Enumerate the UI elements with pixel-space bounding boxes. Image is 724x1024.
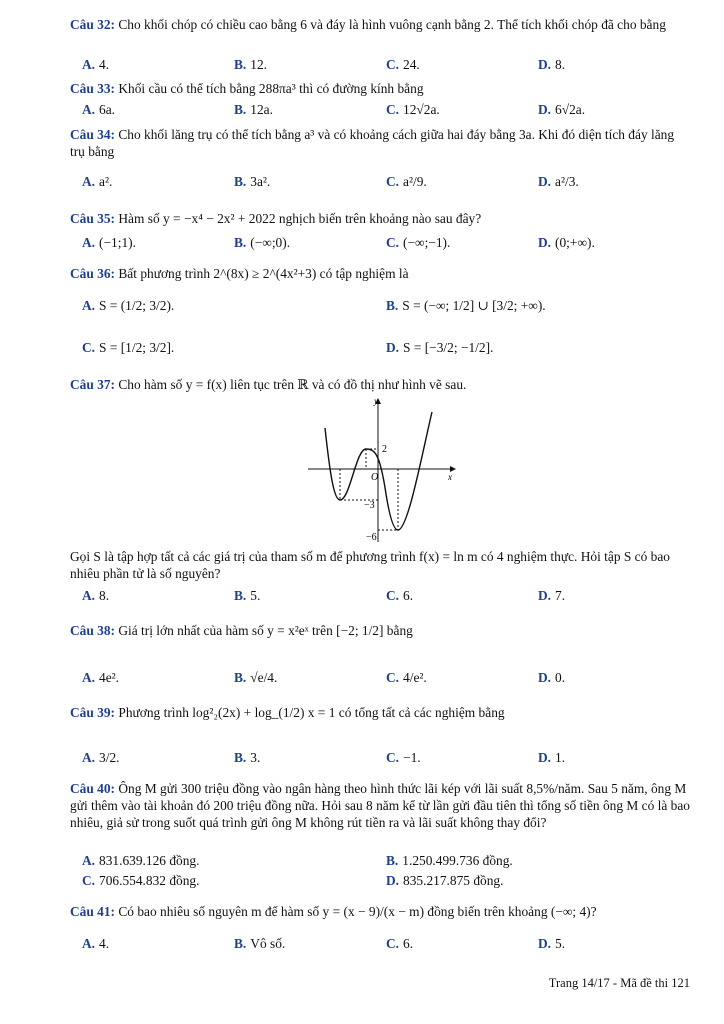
- option-a[interactable]: A. a².: [82, 174, 113, 189]
- question-text: Cho khối chóp có chiều cao bằng 6 và đáy là hình vuông cạnh bằng 2. Thể tích khối chóp đã cho bằng: [118, 17, 666, 32]
- option-b[interactable]: B. 3.: [234, 750, 261, 765]
- option-c[interactable]: C. −1.: [386, 750, 421, 765]
- option-a[interactable]: A. 831.639.126 đồng.: [82, 853, 200, 868]
- option-c[interactable]: C. 706.554.832 đồng.: [82, 873, 200, 888]
- question-label: Câu 41:: [70, 904, 116, 919]
- option-b[interactable]: B. 12a.: [234, 102, 273, 117]
- option-d[interactable]: D. 8.: [538, 57, 566, 72]
- options-41: [70, 934, 690, 954]
- question-37: [70, 376, 690, 393]
- option-a[interactable]: A. 6a.: [82, 102, 116, 117]
- option-b[interactable]: B. 5.: [234, 588, 261, 603]
- option-a[interactable]: A. 3/2.: [82, 750, 120, 765]
- option-c[interactable]: C. S = [1/2; 3/2].: [82, 340, 175, 355]
- option-c[interactable]: C. (−∞;−1).: [386, 235, 451, 250]
- option-d[interactable]: D. S = [−3/2; −1/2].: [386, 340, 494, 355]
- options-35: [70, 233, 690, 253]
- option-c[interactable]: C. 6.: [386, 588, 414, 603]
- question-text: Cho hàm số y = f(x) liên tục trên ℝ và có đồ thị như hình vẽ sau.: [118, 377, 467, 392]
- options-36-ab: [70, 296, 690, 316]
- options-40-ab: [70, 851, 690, 871]
- question-label: Câu 35:: [70, 211, 116, 226]
- option-c[interactable]: C. a²/9.: [386, 174, 427, 189]
- option-d[interactable]: D. 7.: [538, 588, 566, 603]
- option-d[interactable]: D. 5.: [538, 936, 566, 951]
- option-b[interactable]: B. (−∞;0).: [234, 235, 291, 250]
- question-38: [70, 622, 690, 639]
- options-32: [70, 55, 690, 75]
- option-d[interactable]: D. 835.217.875 đồng.: [386, 873, 504, 888]
- question-34: [70, 126, 690, 160]
- function-graph: [300, 394, 460, 544]
- option-b[interactable]: B. S = (−∞; 1/2] ∪ [3/2; +∞).: [386, 298, 546, 313]
- question-36: [70, 265, 690, 282]
- option-b[interactable]: B. √e/4.: [234, 670, 278, 685]
- question-label: Câu 32:: [70, 17, 116, 32]
- question-37-part2: [70, 548, 690, 582]
- question-text: Phương trình log²₂(2x) + log_(1/2) x = 1 có tổng tất cả các nghiệm bằng: [118, 705, 505, 720]
- x-axis-label: x: [448, 472, 452, 482]
- question-label: Câu 38:: [70, 623, 116, 638]
- question-label: Câu 39:: [70, 705, 116, 720]
- option-a[interactable]: A. 8.: [82, 588, 110, 603]
- question-text: Ông M gửi 300 triệu đồng vào ngân hàng theo hình thức lãi kép với lãi suất 8,5%/năm. Sau 5 năm, ông M gửi thêm vào tài khoản đó 200 triệu đồng nữa. Hỏi sau 8 năm kể từ lần gửi đầu tiên thì tổng số tiền ông M có là bao nhiêu, giả sử trong suốt quá trình gửi ông M không rút tiền ra và lãi suất không thay đổi?: [70, 781, 690, 830]
- question-35: [70, 210, 690, 227]
- options-37: [70, 586, 690, 606]
- option-d[interactable]: D. 0.: [538, 670, 566, 685]
- option-d[interactable]: D. 6√2a.: [538, 102, 586, 117]
- option-d[interactable]: D. a²/3.: [538, 174, 579, 189]
- option-a[interactable]: A. S = (1/2; 3/2).: [82, 298, 175, 313]
- options-33: [70, 100, 690, 120]
- tick-label-minus-6: −6: [366, 532, 377, 543]
- question-text: Có bao nhiêu số nguyên m để hàm số y = (x − 9)/(x − m) đồng biến trên khoảng (−∞; 4)?: [118, 904, 597, 919]
- option-c[interactable]: C. 24.: [386, 57, 420, 72]
- options-39: [70, 748, 690, 768]
- question-40: [70, 780, 690, 831]
- question-text: Hàm số y = −x⁴ − 2x² + 2022 nghịch biến trên khoảng nào sau đây?: [118, 211, 482, 226]
- option-c[interactable]: C. 12√2a.: [386, 102, 440, 117]
- option-a[interactable]: A. (−1;1).: [82, 235, 136, 250]
- y-axis-label: y: [374, 396, 378, 406]
- question-41: [70, 903, 690, 920]
- tick-label-2: 2: [382, 444, 387, 455]
- question-text: Khối cầu có thể tích bằng 288πa³ thì có đường kính bằng: [118, 81, 424, 96]
- question-label: Câu 33:: [70, 81, 116, 96]
- question-text: Gọi S là tập hợp tất cả các giá trị của tham số m để phương trình f(x) = ln m có 4 nghiệm thực. Hỏi tập S có bao nhiêu phần tử là số nguyên?: [70, 549, 670, 581]
- option-b[interactable]: B. 12.: [234, 57, 268, 72]
- question-39: [70, 704, 690, 721]
- option-b[interactable]: B. Vô số.: [234, 936, 286, 951]
- question-label: Câu 34:: [70, 127, 116, 142]
- option-a[interactable]: A. 4e².: [82, 670, 120, 685]
- option-a[interactable]: A. 4.: [82, 57, 110, 72]
- question-text: Bất phương trình 2^(8x) ≥ 2^(4x²+3) có tập nghiệm là: [118, 266, 409, 281]
- question-text: Giá trị lớn nhất của hàm số y = x²eˣ trên [−2; 1/2] bằng: [118, 623, 413, 638]
- option-d[interactable]: D. 1.: [538, 750, 566, 765]
- option-b[interactable]: B. 3a².: [234, 174, 271, 189]
- options-40-cd: [70, 871, 690, 891]
- options-38: [70, 668, 690, 688]
- question-text: Cho khối lăng trụ có thể tích bằng a³ và có khoảng cách giữa hai đáy bằng 3a. Khi đó diện tích đáy lăng trụ bằng: [70, 127, 675, 159]
- option-b[interactable]: B. 1.250.499.736 đồng.: [386, 853, 513, 868]
- question-33: [70, 80, 690, 97]
- question-label: Câu 40:: [70, 781, 116, 796]
- question-label: Câu 36:: [70, 266, 116, 281]
- options-36-cd: [70, 338, 690, 358]
- question-32: [70, 16, 690, 33]
- option-d[interactable]: D. (0;+∞).: [538, 235, 595, 250]
- origin-label: O: [371, 472, 379, 483]
- options-34: [70, 172, 690, 192]
- option-c[interactable]: C. 6.: [386, 936, 414, 951]
- option-a[interactable]: A. 4.: [82, 936, 110, 951]
- page-footer: Trang 14/17 - Mã đề thi 121: [548, 976, 690, 990]
- tick-label-minus-3: −3: [364, 500, 375, 511]
- question-label: Câu 37:: [70, 377, 116, 392]
- option-c[interactable]: C. 4/e².: [386, 670, 427, 685]
